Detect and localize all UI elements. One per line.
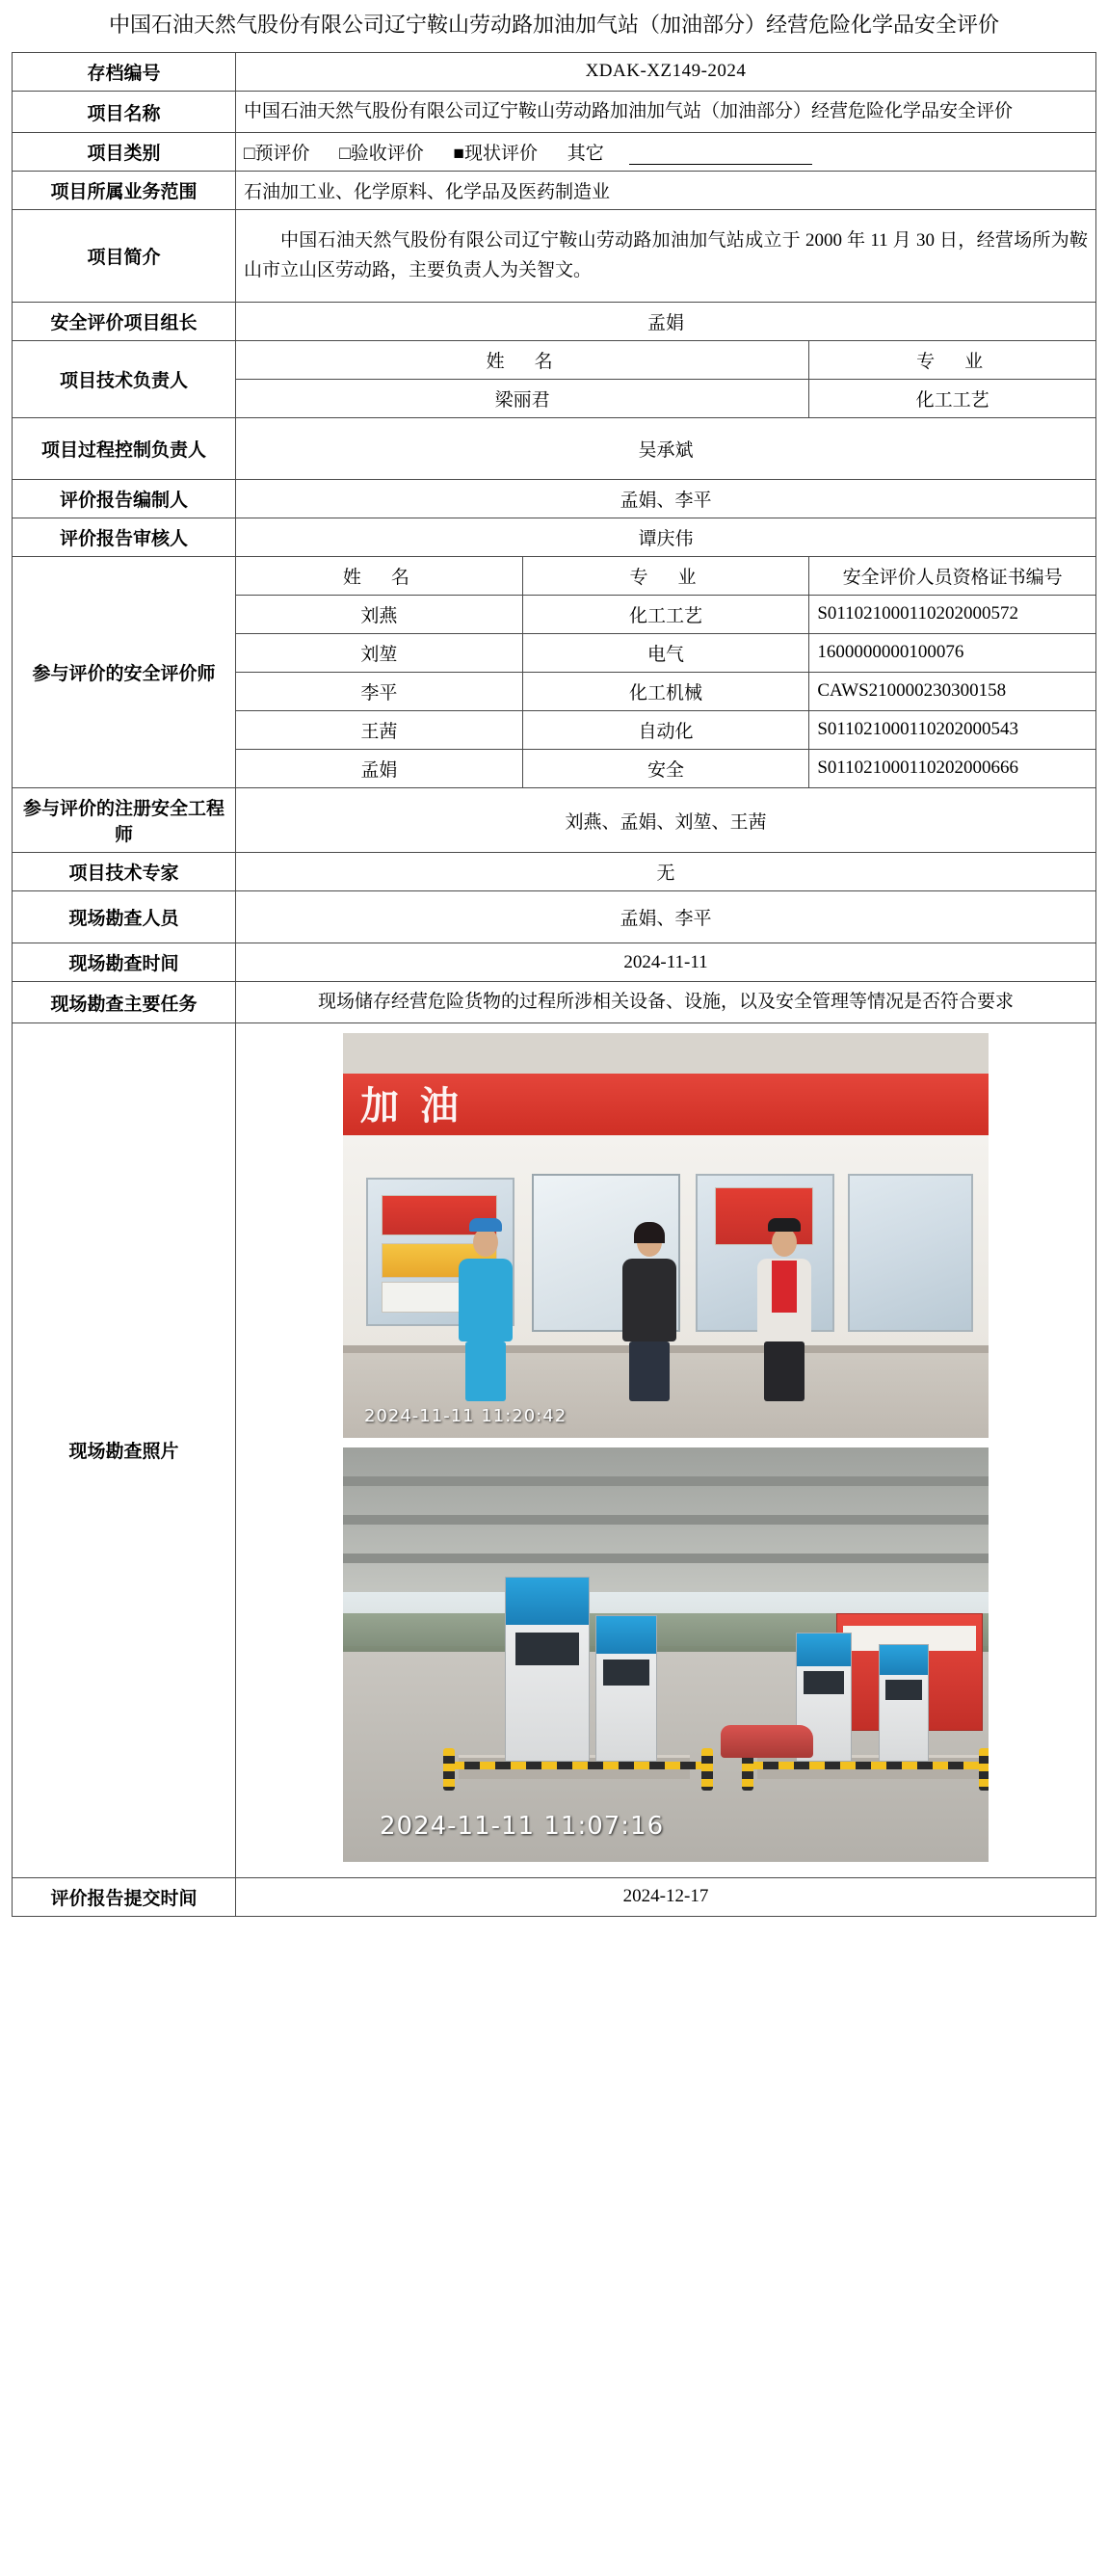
registered-engineers-value: 刘燕、孟娟、刘堃、王茜 (236, 788, 1096, 853)
project-name-value: 中国石油天然气股份有限公司辽宁鞍山劳动路加油加气站（加油部分）经营危险化学品安全评价 (236, 91, 1096, 132)
table-row-tech-expert (13, 853, 1096, 891)
process-control-value: 吴承斌 (236, 418, 1096, 480)
photo2-beam (343, 1476, 989, 1486)
archive-no-value: XDAK-XZ149-2024 (236, 52, 1096, 91)
tech-leader-major-header: 专 业 (809, 341, 1096, 380)
table-row-team-leader (13, 303, 1096, 341)
photo2-dispenser-1-screen (515, 1633, 578, 1665)
photo2-beam (343, 1515, 989, 1525)
photo2-fuel-dispenser-4 (879, 1644, 929, 1762)
option-other-label: 其它 (567, 144, 604, 165)
photo1-person3-body (757, 1259, 811, 1341)
photo2-dispenser-3-screen (804, 1671, 845, 1694)
photo1-person2-hair (634, 1222, 665, 1243)
project-intro-value: 中国石油天然气股份有限公司辽宁鞍山劳动路加油加气站成立于 2000 年 11 月 30 日，经营场所为鞍山市立山区劳动路，主要负责人为关智文。 (236, 210, 1096, 303)
assessor-major: 化工工艺 (522, 596, 809, 634)
site-survey-time-label: 现场勘查时间 (13, 943, 236, 982)
option-other-blank[interactable] (629, 146, 812, 165)
site-photo-storefront (343, 1033, 989, 1438)
photo2-dispenser-2-header (596, 1616, 656, 1654)
assessor-name: 王茜 (236, 711, 523, 750)
tech-leader-name: 梁丽君 (236, 380, 809, 418)
assessor-name: 孟娟 (236, 750, 523, 788)
page-bottom-spacer (0, 1917, 1108, 1926)
table-row-report-author (13, 480, 1096, 518)
report-reviewer-label: 评价报告审核人 (13, 518, 236, 557)
business-scope-label: 项目所属业务范围 (13, 172, 236, 210)
archive-no-label: 存档编号 (13, 52, 236, 91)
assessor-cert: CAWS210000230300158 (809, 673, 1096, 711)
assessor-name: 李平 (236, 673, 523, 711)
table-row-project-intro (13, 210, 1096, 303)
photo2-fuel-dispenser-1 (505, 1577, 590, 1762)
table-row-registered-engineers (13, 788, 1096, 853)
photo1-person-inspector-female (622, 1228, 676, 1401)
photo2-canopy-ceiling (343, 1447, 989, 1592)
tech-leader-major: 化工工艺 (809, 380, 1096, 418)
table-row-site-survey-time (13, 943, 1096, 982)
table-row-site-survey-task (13, 982, 1096, 1022)
photo1-person3-legs (764, 1341, 805, 1401)
site-survey-staff-value: 孟娟、李平 (236, 891, 1096, 943)
project-info-table (12, 52, 1096, 1917)
table-row-business-scope (13, 172, 1096, 210)
assessor-cert-header: 安全评价人员资格证书编号 (809, 557, 1096, 596)
photo1-canopy (343, 1033, 989, 1076)
assessor-cert: 1600000000100076 (809, 634, 1096, 673)
assessors-label: 参与评价的安全评价师 (13, 557, 236, 788)
team-leader-label: 安全评价项目组长 (13, 303, 236, 341)
submit-time-value: 2024-12-17 (236, 1877, 1096, 1916)
project-type-value (236, 133, 1096, 172)
photo1-person1-hat (469, 1218, 502, 1232)
process-control-label: 项目过程控制负责人 (13, 418, 236, 480)
option-acceptance-assessment[interactable]: □验收评价 (339, 144, 424, 165)
assessor-cert: S011021000110202000572 (809, 596, 1096, 634)
photo2-bollard (979, 1748, 989, 1791)
photo2-dispenser-4-screen (885, 1680, 922, 1701)
business-scope-value: 石油加工业、化学原料、化学品及医药制造业 (236, 172, 1096, 210)
report-author-value: 孟娟、李平 (236, 480, 1096, 518)
photo2-dispenser-3-header (797, 1633, 851, 1666)
photo2-timestamp: 2024-11-11 11:07:16 (380, 1811, 665, 1841)
option-current-status-assessment[interactable]: ■现状评价 (453, 144, 538, 165)
photo1-person-inspector-male (757, 1228, 811, 1401)
assessor-major: 自动化 (522, 711, 809, 750)
assessor-major-header: 专 业 (522, 557, 809, 596)
photo1-person-attendant (459, 1228, 513, 1401)
site-photo-fuel-island (343, 1447, 989, 1862)
photo2-beam (343, 1554, 989, 1563)
photo1-red-banner (343, 1074, 989, 1135)
tech-leader-label: 项目技术负责人 (13, 341, 236, 418)
site-photos-cell (236, 1022, 1096, 1877)
table-row-submit-time (13, 1877, 1096, 1916)
photo2-dispenser-1-header (506, 1578, 589, 1625)
assessor-major: 电气 (522, 634, 809, 673)
assessor-major: 安全 (522, 750, 809, 788)
table-row-archive-no (13, 52, 1096, 91)
tech-expert-label: 项目技术专家 (13, 853, 236, 891)
photo2-safety-rail-left (449, 1762, 709, 1769)
assessor-name: 刘燕 (236, 596, 523, 634)
table-row-report-reviewer (13, 518, 1096, 557)
photo1-person2-legs (629, 1341, 670, 1401)
photo2-bollard (701, 1748, 713, 1791)
assessor-cert: S011021000110202000543 (809, 711, 1096, 750)
table-row-site-survey-staff (13, 891, 1096, 943)
site-survey-task-value: 现场储存经营危险货物的过程所涉相关设备、设施，以及安全管理等情况是否符合要求 (236, 982, 1096, 1022)
project-name-label: 项目名称 (13, 91, 236, 132)
report-reviewer-value: 谭庆伟 (236, 518, 1096, 557)
assessor-cert: S011021000110202000666 (809, 750, 1096, 788)
photo2-dispenser-2-screen (603, 1660, 648, 1686)
photo1-timestamp: 2024-11-11 11:20:42 (364, 1405, 567, 1426)
photo2-safety-rail-right (748, 1762, 989, 1769)
photo1-banner-text: 加 油 (360, 1083, 462, 1129)
assessor-major: 化工机械 (522, 673, 809, 711)
project-intro-label: 项目简介 (13, 210, 236, 303)
photo2-bollard (443, 1748, 455, 1791)
table-row-project-name (13, 91, 1096, 132)
option-pre-assessment[interactable]: □预评价 (244, 144, 310, 165)
site-survey-time-value: 2024-11-11 (236, 943, 1096, 982)
assessor-name-header: 姓 名 (236, 557, 523, 596)
site-survey-task-label: 现场勘查主要任务 (13, 982, 236, 1022)
registered-engineers-label: 参与评价的注册安全工程师 (13, 788, 236, 853)
table-row-tech-leader-head (13, 341, 1096, 380)
table-row-process-control (13, 418, 1096, 480)
photo2-dispenser-4-header (880, 1645, 928, 1675)
table-row-assessors-header (13, 557, 1096, 596)
photo1-person3-head (772, 1228, 797, 1257)
submit-time-label: 评价报告提交时间 (13, 1877, 236, 1916)
photo2-fuel-dispenser-2 (595, 1615, 657, 1762)
team-leader-value: 孟娟 (236, 303, 1096, 341)
table-row-project-type (13, 133, 1096, 172)
project-type-label: 项目类别 (13, 133, 236, 172)
table-row-site-photos (13, 1022, 1096, 1877)
photo2-vehicle (721, 1725, 813, 1758)
photo1-person3-cap (768, 1218, 801, 1232)
page-title: 中国石油天然气股份有限公司辽宁鞍山劳动路加油加气站（加油部分）经营危险化学品安全评价 (108, 13, 999, 37)
photo1-person3-vest (772, 1261, 797, 1313)
photo1-person2-body (622, 1259, 676, 1341)
site-photos-label: 现场勘查照片 (13, 1022, 236, 1877)
tech-leader-name-header: 姓 名 (236, 341, 809, 380)
site-survey-staff-label: 现场勘查人员 (13, 891, 236, 943)
assessor-name: 刘堃 (236, 634, 523, 673)
tech-expert-value: 无 (236, 853, 1096, 891)
photo1-person1-head (473, 1228, 498, 1257)
photo1-person1-body (459, 1259, 513, 1341)
photo1-window-far-right (848, 1174, 973, 1332)
photo1-person1-legs (465, 1341, 506, 1401)
report-author-label: 评价报告编制人 (13, 480, 236, 518)
